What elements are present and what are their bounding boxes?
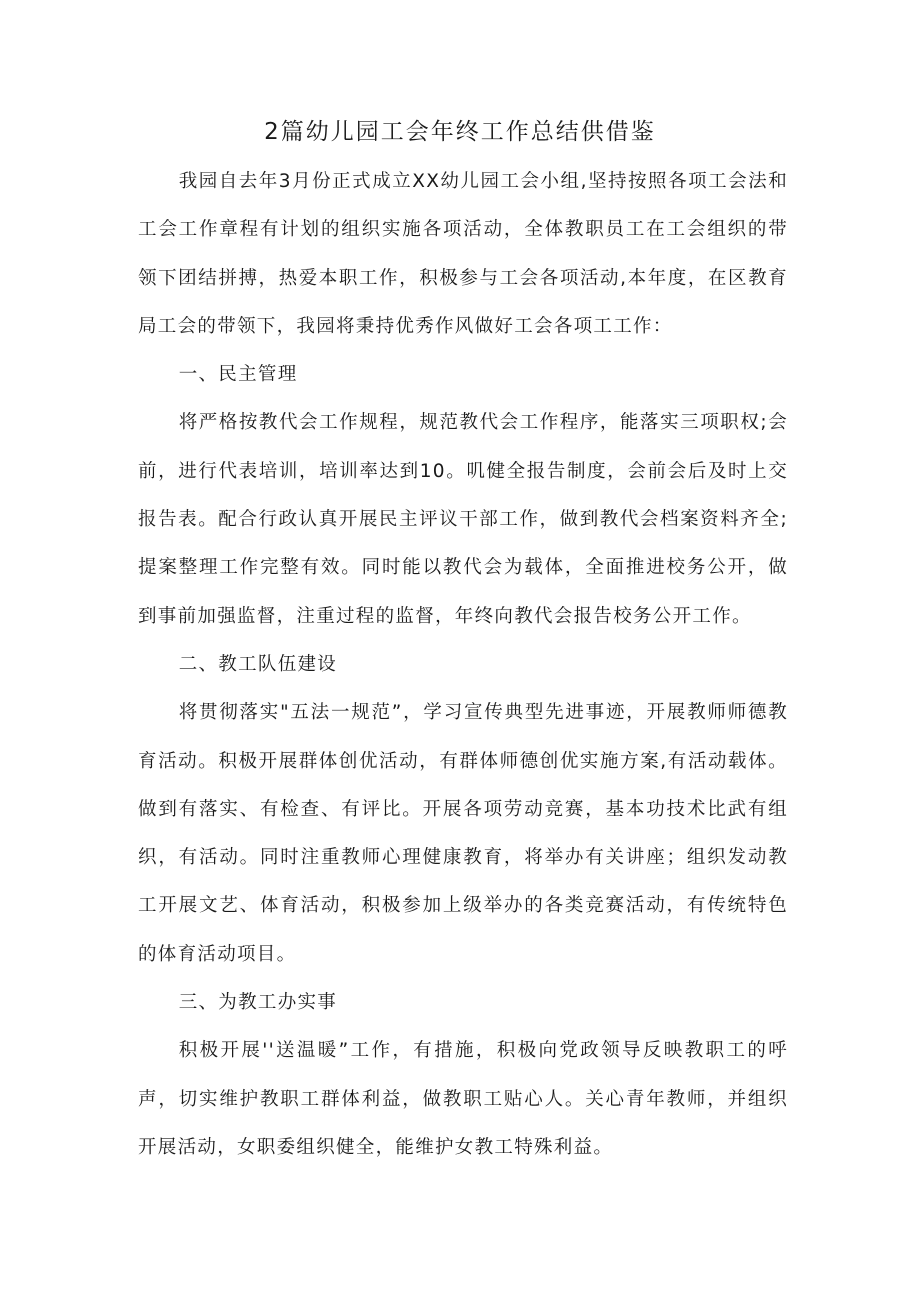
section-heading: 三、为教工办实事 xyxy=(178,992,338,1014)
document-body xyxy=(138,158,788,1172)
section-paragraph: 将严格按教代会工作规程，规范教代会工作程序，能落实三项职权;会前，进行代表培训，培训率达到10。叽健全报告制度，会前会后及时上交报告表。配合行政认真开展民主评议干部工作，做到教代会档案资料齐全;提案整理工作完整有效。同时能以教代会为载体，全面推进校务公开，做到事前加强监督，注重过程的监督，年终向教代会报告校务公开工作。 xyxy=(138,412,788,627)
intro-paragraph: 我园自去年3月份正式成立XX幼儿园工会小组,坚持按照各项工会法和工会工作章程有计划的组织实施各项活动，全体教职员工在工会组织的带领下团结拼搏，热爱本职工作，积极参与工会各项活动,本年度，在区教育局工会的带领下，我园将秉持优秀作风做好工会各项工工作： xyxy=(138,171,788,337)
document-title: 2篇幼儿园工会年终工作总结供借鉴 xyxy=(264,119,656,145)
section-paragraph: 积极开展''送温暖”工作，有措施，积极向党政领导反映教职工的呼声，切实维护教职工群体利益，做教职工贴心人。关心青年教师，并组织开展活动，女职委组织健全，能维护女教工特殊利益。 xyxy=(138,1040,788,1158)
section-heading: 一、民主管理 xyxy=(178,364,298,386)
section-heading: 二、教工队伍建设 xyxy=(178,653,338,675)
section-paragraph: 将贯彻落实"五法一规范”，学习宣传典型先进事迹，开展教师师德教育活动。积极开展群体创优活动，有群体师德创优实施方案,有活动载体。做到有落实、有检查、有评比。开展各项劳动竞赛，基本功技术比武有组织，有活动。同时注重教师心理健康教育，将举办有关讲座；组织发动教工开展文艺、体育活动，积极参加上级举办的各类竞赛活动，有传统特色的体育活动项目。 xyxy=(138,702,788,965)
